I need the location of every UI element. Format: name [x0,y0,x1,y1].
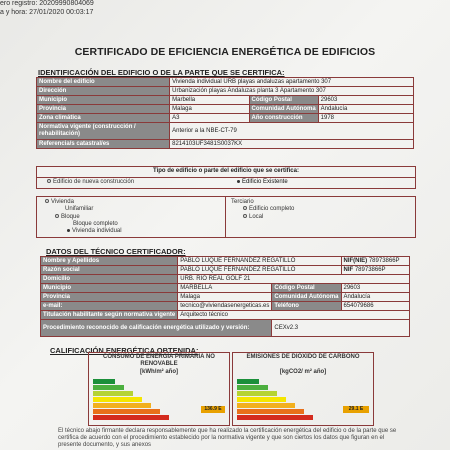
municipality-label: Municipio [37,96,170,105]
tech-province-label: Provincia [41,293,178,302]
phone-label: Teléfono [272,302,341,311]
individual-dwelling-option[interactable] [67,228,122,234]
cadastral-ref-value: 8214103UF3481S0037KX [170,140,414,149]
cadastral-ref-label: Referencia/s catastral/es [37,140,170,149]
domicile-label: Domicilio [41,275,178,284]
emissions-unit: [kgCO2/ m² año] [279,369,327,375]
radio-unchecked-icon [243,206,247,210]
climate-zone-label: Zona climática [37,114,170,123]
table-row [41,284,410,293]
company-nif-label: NIF [343,267,354,273]
table-row [41,311,410,320]
emissions-title: EMISIONES DE DIÓXIDO DE CARBONO [246,354,360,360]
table-row [37,114,414,123]
tech-nif-label: NIF(NIE) [343,258,368,264]
footer-line-2: certifica de acuerdo con el procedimiento establecido por la normativa vigente y que son ciertos los datos que figuran en el [58,435,385,441]
complete-block-option[interactable] [73,221,118,227]
regulation-label: Normativa vigente (construcción / rehabilitación) [37,123,170,140]
consumption-panel [88,352,230,426]
company-nif-value: 78973866P [354,267,386,273]
regulation-value: Anterior a la NBE-CT-79 [170,123,414,140]
table-row [37,140,414,149]
footer-declaration [58,428,418,449]
scale-bar [237,391,277,396]
postal-code-value: 29603 [318,96,413,105]
existing-building-option[interactable] [237,179,288,185]
tech-municipality-value: MARBELLA [178,284,272,293]
registration-datetime: a y hora: 27/01/2020 00:03:17 [0,9,94,16]
tertiary-option[interactable] [231,199,254,205]
year-value: 1978 [318,114,413,123]
province-value: Malaga [170,105,249,114]
scale-bar [237,415,313,420]
climate-zone-value: A3 [170,114,249,123]
new-building-label: Edificio de nueva construcción [53,179,135,185]
consumption-rating-badge: 136.9 E [201,406,225,413]
tech-municipality-label: Municipio [41,284,178,293]
housing-option[interactable] [45,199,74,205]
email-value[interactable]: tecnico@viviendasenergeticas.es [178,302,272,311]
tech-postal-code-value: 29603 [341,284,410,293]
consumption-unit: [kWh/m² año] [140,369,178,375]
radio-unchecked-icon [45,199,49,203]
radio-checked-icon [67,229,70,232]
email-label: e-mail: [41,302,178,311]
scale-bar [237,379,259,384]
company-value: PABLO LUQUE FERNANDEZ REGATILLO [178,266,341,275]
scale-bar [93,415,169,420]
footer-line-1: El técnico abajo firmante declara responsablemente que ha realizado la certificación energética del edificio o de la parte que se [58,428,397,434]
scale-bar [237,409,304,414]
province-label: Provincia [37,105,170,114]
phone-value: 654079686 [341,302,410,311]
consumption-title: CONSUMO DE ENERGÍA PRIMARIA NO RENOVABLE [103,354,215,367]
full-building-label: Edificio completo [249,206,295,212]
new-building-option[interactable] [47,179,134,185]
radio-checked-icon [237,180,240,183]
qualification-value: Arquitecto técnico [178,311,410,320]
single-family-option[interactable] [65,206,93,212]
tech-name-value: PABLO LUQUE FERNANDEZ REGATILLO [178,257,341,266]
identification-heading: IDENTIFICACIÓN DEL EDIFICIO O DE LA PARTE QUE SE CERTIFICA: [38,68,285,77]
year-label: Año construcción [249,114,318,123]
scale-bar [93,403,151,408]
existing-building-label: Edificio Existente [242,179,288,185]
registration-number: ero registro: 20209990804069 [0,0,94,7]
procedure-label: Procedimiento reconocido de calificación energética utilizado y versión: [41,320,272,337]
rating-heading: CALIFICACIÓN ENERGÉTICA OBTENIDA: [50,346,199,355]
radio-unchecked-icon [55,214,59,218]
single-family-label: Unifamiliar [65,206,94,212]
technician-table [40,256,410,337]
individual-dwelling-label: Vivienda individual [72,228,122,234]
radio-unchecked-icon [47,179,51,183]
domicile-value: URB. RIO REAL GOLF 21 [178,275,410,284]
tech-name-label: Nombre y Apellidos [41,257,178,266]
postal-code-label: Código Postal [249,96,318,105]
table-row [37,96,414,105]
tertiary-label: Terciario [231,199,254,205]
table-row [41,266,410,275]
region-label: Comunidad Autónoma [249,105,318,114]
consumption-scale [93,379,203,421]
use-type-box [36,196,416,238]
table-row [41,302,410,311]
emissions-panel [232,352,374,426]
tech-postal-code-label: Código Postal [272,284,341,293]
full-building-option[interactable] [243,206,294,212]
tech-nif-value: 78973866P [368,258,400,264]
emissions-scale [237,379,347,421]
radio-unchecked-icon [243,214,247,218]
housing-label: Vivienda [51,199,74,205]
block-label: Bloque [61,214,80,220]
building-type-heading: Tipo de edificio o parte del edificio que se certifica: [153,168,299,174]
address-value: Urbanización playas Andaluzas planta 3 Apartamento 307 [170,87,414,96]
construction-type-row [36,177,416,189]
procedure-value: CEXv2.3 [272,320,410,337]
scale-bar [93,397,142,402]
tech-region-label: Comunidad Autónoma [272,293,341,302]
region-value: Andalucía [318,105,413,114]
technician-heading: DATOS DEL TÉCNICO CERTIFICADOR: [46,247,186,256]
identification-table [36,77,414,149]
table-row [37,123,414,140]
table-row [41,320,410,337]
table-row [41,293,410,302]
page-title: CERTIFICADO DE EFICIENCIA ENERGÉTICA DE EDIFICIOS [74,46,376,58]
divider [225,197,226,237]
scale-bar [93,391,133,396]
complete-block-label: Bloque completo [73,221,118,227]
company-nif-cell [341,266,410,275]
municipality-value: Marbella [170,96,249,105]
building-name-value: Vivienda individual URB playas andaluzas apartamento 307 [170,78,414,87]
scale-bar [237,403,295,408]
scale-bar [93,409,160,414]
tech-province-value: Malaga [178,293,272,302]
table-row [37,87,414,96]
local-label: Local [249,214,264,220]
scale-bar [237,385,268,390]
scale-bar [93,385,124,390]
local-option[interactable] [243,214,263,220]
table-row [41,257,410,266]
block-option[interactable] [55,214,80,220]
address-label: Dirección [37,87,170,96]
scale-bar [237,397,286,402]
qualification-label: Titulación habilitante según normativa vigente [41,311,178,320]
tech-region-value: Andalucía [341,293,410,302]
scale-bar [93,379,115,384]
footer-line-3: presente documento, y sus anexos [58,442,152,448]
emissions-rating-badge: 29.1 E [343,406,369,413]
table-row [37,78,414,87]
table-row [37,105,414,114]
building-name-label: Nombre del edificio [37,78,170,87]
table-row [41,275,410,284]
tech-nif-cell [341,257,410,266]
company-label: Razón social [41,266,178,275]
